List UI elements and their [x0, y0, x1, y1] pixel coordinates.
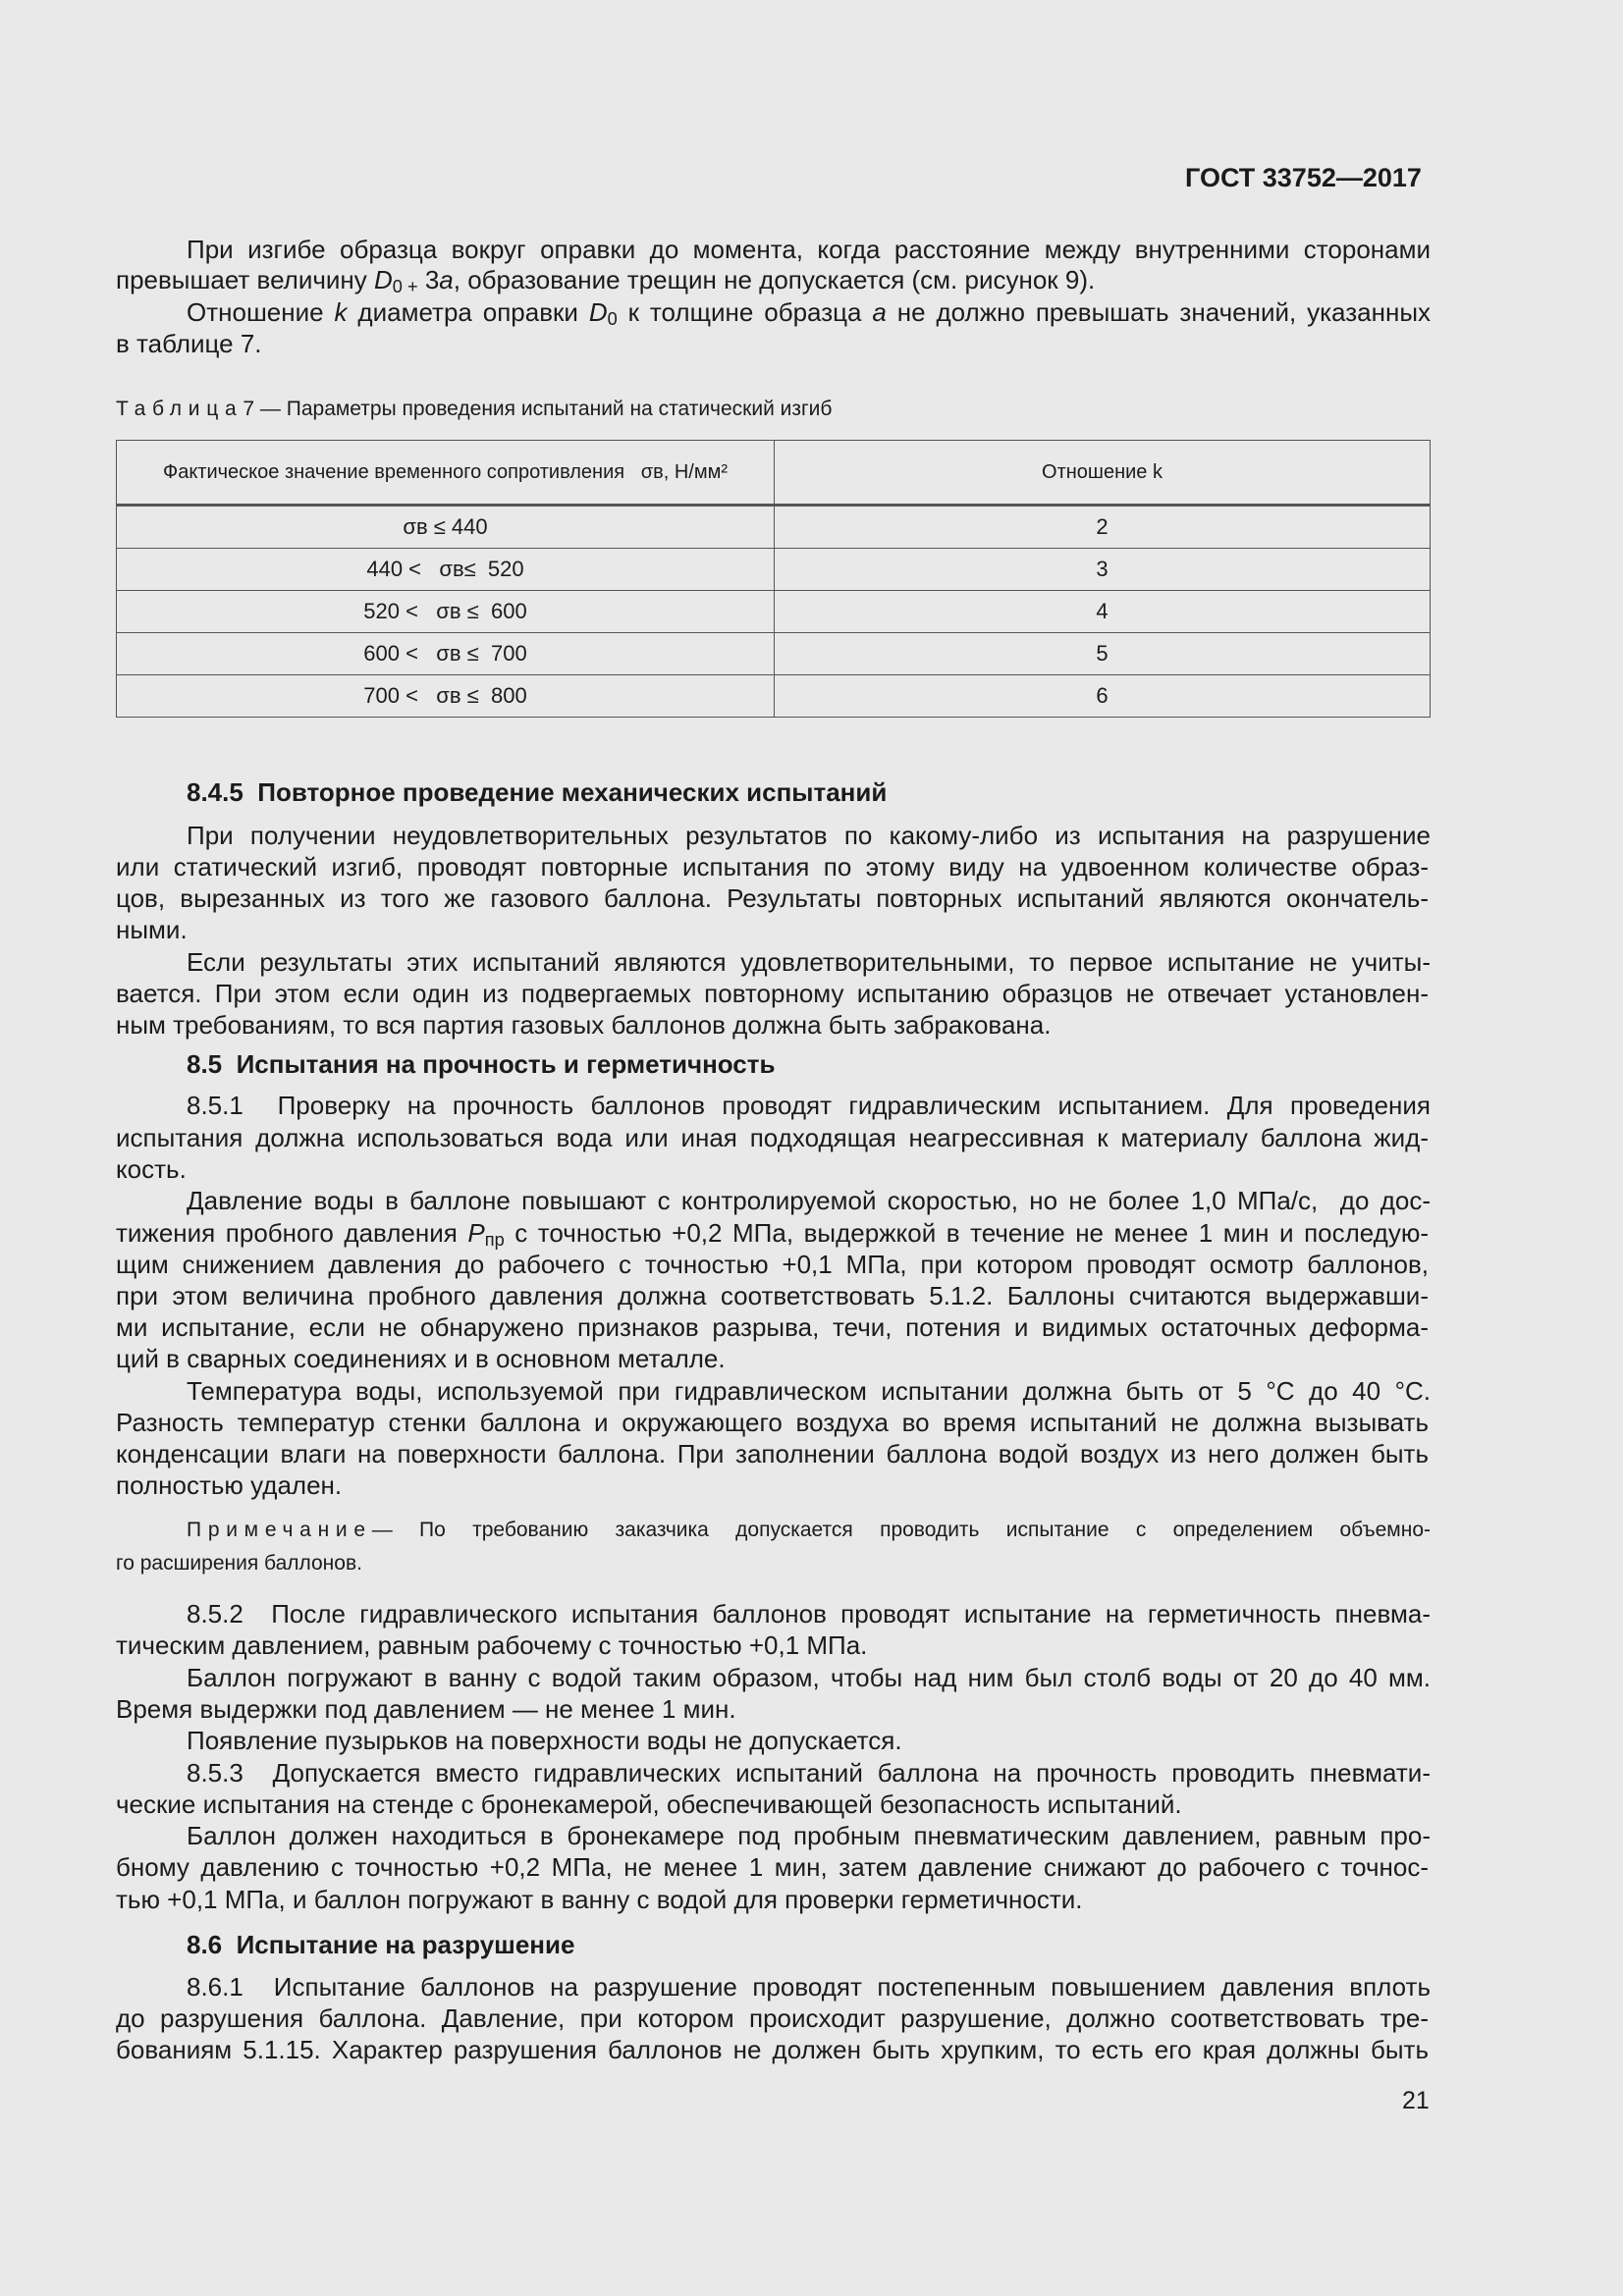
header-unit: σв, Н/мм² — [640, 460, 729, 483]
intro-line: При изгибе образца вокруг оправки до момента, когда расстояние между внутренними сторонами — [187, 235, 1431, 264]
column-header-strength — [117, 441, 775, 506]
paragraph-line: Появление пузырьков на поверхности воды не допускается. — [187, 1726, 902, 1755]
note-line: го расширения баллонов. — [116, 1552, 362, 1575]
paragraph-line: бному давлению с точностью +0,2 МПа, не менее 1 мин, затем давление снижают до рабочего с точнос- — [116, 1852, 1429, 1882]
column-header-ratio: Отношение k — [775, 441, 1431, 506]
paragraph-line: при этом величина пробного давления должна соответствовать 5.1.2. Баллоны считаются выдержавши- — [116, 1281, 1429, 1310]
paragraph-line: При получении неудовлетворительных результатов по какому-либо из испытания на разрушение — [187, 821, 1431, 850]
table-caption — [116, 398, 832, 421]
text: Отношение — [187, 297, 335, 327]
subscript: пр — [484, 1230, 505, 1250]
range-cell: 520 < σв ≤ 600 — [117, 591, 775, 633]
paragraph-line: конденсации влаги на поверхности баллона. При заполнении баллона водой воздух из него должен быть — [116, 1439, 1429, 1468]
parameters-table — [116, 440, 1431, 718]
section-heading: 8.6 Испытание на разрушение — [187, 1930, 575, 1959]
table-row — [117, 506, 1431, 549]
caption-label: Таблица — [116, 398, 243, 420]
paragraph-line: Если результаты этих испытаний являются удовлетворительными, то первое испытание не учиты- — [187, 947, 1431, 977]
symbol-a: a — [439, 265, 454, 294]
range-cell: 600 < σв ≤ 700 — [117, 633, 775, 675]
symbol-d: D — [374, 265, 393, 294]
range-cell: 440 < σв≤ 520 — [117, 549, 775, 591]
text: к толщине образца — [617, 297, 873, 327]
paragraph-line: ческие испытания на стенде с бронекамерой, обеспечивающей безопасность испытаний. — [116, 1789, 1182, 1819]
paragraph-line: щим снижением давления до рабочего с точностью +0,1 МПа, при котором проводят осмотр баллонов, — [116, 1250, 1429, 1279]
text: не должно превышать значений, указанных — [886, 297, 1432, 327]
page-number: 21 — [1402, 2087, 1430, 2114]
paragraph-line: до разрушения баллона. Давление, при котором происходит разрушение, должно соответствовать тре- — [116, 2003, 1429, 2033]
paragraph-line: ций в сварных соединениях и в основном металле. — [116, 1344, 726, 1373]
note-line — [187, 1519, 1431, 1542]
section-heading: 8.4.5 Повторное проведение механических испытаний — [187, 777, 888, 807]
paragraph-line: Баллон погружают в ванну с водой таким образом, чтобы над ним был столб воды от 20 до 40 мм. — [187, 1663, 1431, 1692]
text: тижения пробного давления — [116, 1218, 468, 1248]
paragraph-line: цов, вырезанных из того же газового баллона. Результаты повторных испытаний являются окончатель- — [116, 883, 1429, 913]
subscript: 0 + — [392, 277, 418, 296]
text: , образование трещин не допускается (см. рисунок 9). — [453, 265, 1096, 294]
table-row — [117, 549, 1431, 591]
paragraph-line: 8.5.2 После гидравлического испытания баллонов проводят испытание на герметичность пневма- — [187, 1599, 1431, 1629]
paragraph-line: 8.6.1 Испытание баллонов на разрушение проводят постепенным повышением давления вплоть — [187, 1972, 1431, 2002]
symbol-k: k — [334, 297, 348, 327]
intro-line: в таблице 7. — [116, 329, 262, 358]
symbol-d: D — [588, 297, 608, 327]
symbol-p: P — [467, 1218, 485, 1248]
table-header-row — [117, 441, 1431, 506]
range-cell: 700 < σв ≤ 800 — [117, 675, 775, 718]
ratio-cell: 5 — [775, 633, 1431, 675]
ratio-cell: 3 — [775, 549, 1431, 591]
paragraph-line: 8.5.1 Проверку на прочность баллонов проводят гидравлическим испытанием. Для проведения — [187, 1091, 1431, 1120]
table-row — [117, 591, 1431, 633]
paragraph-line: или статический изгиб, проводят повторные испытания по этому виду на удвоенном количестве образ- — [116, 852, 1429, 881]
paragraph-line: Давление воды в баллоне повышают с контролируемой скоростью, но не более 1,0 МПа/с, до дос- — [187, 1186, 1431, 1215]
ratio-cell: 6 — [775, 675, 1431, 718]
text: с точностью +0,2 МПа, выдержкой в течение не менее 1 мин и последую- — [504, 1218, 1429, 1248]
paragraph-line: испытания должна использоваться вода или иная подходящая неагрессивная к материалу баллона жид- — [116, 1123, 1429, 1152]
paragraph-line: Баллон должен находиться в бронекамере под пробным пневматическим давлением, равным про- — [187, 1821, 1431, 1850]
text: 3 — [417, 265, 440, 294]
paragraph-line: Разность температур стенки баллона и окружающего воздуха во время испытаний не должна вызывать — [116, 1408, 1429, 1437]
paragraph-line: 8.5.3 Допускается вместо гидравлических испытаний баллона на прочность проводить пневмати- — [187, 1758, 1431, 1788]
note-label: Примечание — [187, 1519, 372, 1541]
caption-text: 7 — Параметры проведения испытаний на статический изгиб — [243, 398, 833, 420]
range-cell: σв ≤ 440 — [117, 506, 775, 549]
text: диаметра оправки — [347, 297, 589, 327]
document-id: ГОСТ 33752—2017 — [1185, 163, 1422, 192]
paragraph-line: ным требованиям, то вся партия газовых баллонов должна быть забракована. — [116, 1010, 1052, 1040]
paragraph-line: кость. — [116, 1154, 187, 1184]
table-row — [117, 675, 1431, 718]
header-text: Фактическое значение временного сопротивления — [162, 460, 625, 483]
table-row — [117, 633, 1431, 675]
symbol-a: a — [872, 297, 887, 327]
paragraph-line: вается. При этом если один из подвергаемых повторному испытанию образцов не отвечает установлен- — [116, 979, 1429, 1008]
paragraph-line: ми испытание, если не обнаружено признаков разрыва, течи, потения и видимых остаточных деформа- — [116, 1312, 1429, 1342]
paragraph-line: тическим давлением, равным рабочему с точностью +0,1 МПа. — [116, 1630, 868, 1660]
ratio-cell: 2 — [775, 506, 1431, 549]
paragraph-line: Время выдержки под давлением — не менее 1 мин. — [116, 1694, 736, 1724]
paragraph-line: тью +0,1 МПа, и баллон погружают в ванну с водой для проверки герметичности. — [116, 1885, 1083, 1914]
paragraph-line: ными. — [116, 915, 188, 944]
subscript: 0 — [607, 309, 618, 329]
section-heading: 8.5 Испытания на прочность и герметичность — [187, 1049, 776, 1079]
paragraph-line: бованиям 5.1.15. Характер разрушения баллонов не должен быть хрупким, то есть его края должны быть — [116, 2035, 1429, 2064]
paragraph-line: полностью удален. — [116, 1470, 343, 1500]
note-text: — По требованию заказчика допускается проводить испытание с определением объемно- — [371, 1519, 1431, 1541]
ratio-cell: 4 — [775, 591, 1431, 633]
paragraph-line: Температура воды, используемой при гидравлическом испытании должна быть от 5 °С до 40 °С. — [187, 1376, 1431, 1406]
text: превышает величину — [116, 265, 375, 294]
intro-line — [187, 296, 1431, 335]
